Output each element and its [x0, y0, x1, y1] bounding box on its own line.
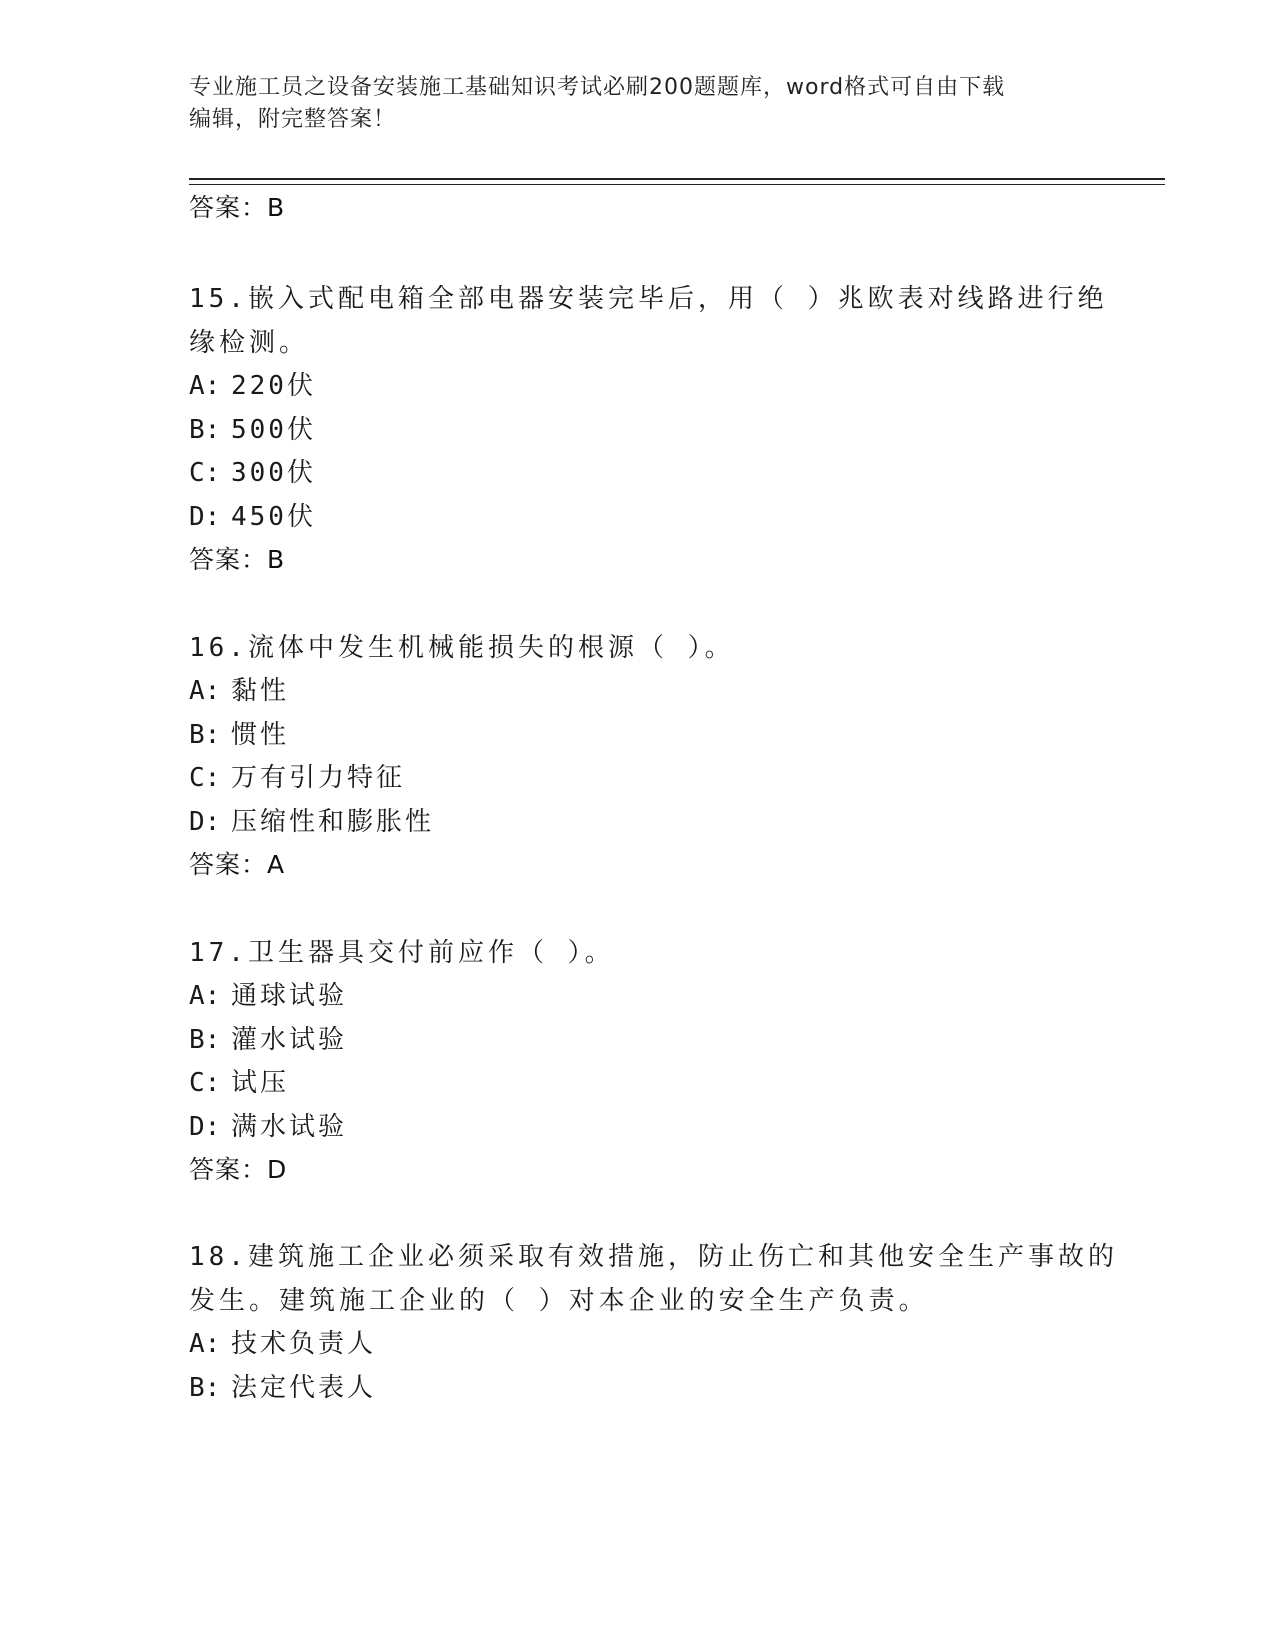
q16-option-d	[189, 805, 434, 839]
option-text: 试压	[231, 1068, 290, 1098]
previous-answer: 答案：B	[189, 193, 286, 222]
option-key: A:	[189, 371, 221, 401]
q17-option-c	[189, 1066, 289, 1100]
q15-option-c	[189, 456, 316, 490]
option-key: B:	[189, 720, 221, 750]
option-text: 压缩性和膨胀性	[231, 807, 435, 837]
option-key: A:	[189, 676, 221, 706]
header-rule-thin	[189, 184, 1165, 185]
option-text: 450伏	[231, 502, 316, 532]
q15-text-line-1: 15.嵌入式配电箱全部电器安装完毕后，用（ ）兆欧表对线路进行绝	[189, 284, 1108, 314]
q17-option-b	[189, 1023, 347, 1057]
option-key: D:	[189, 807, 221, 837]
q16-option-b	[189, 718, 289, 752]
q16-answer: 答案：A	[189, 850, 286, 879]
option-text: 500伏	[231, 415, 316, 445]
q18-option-b	[189, 1371, 376, 1405]
q17-text-line-1: 17.卫生器具交付前应作（ ）。	[189, 938, 615, 968]
header-rule-thick	[189, 178, 1165, 180]
option-key: B:	[189, 1025, 221, 1055]
q17-answer: 答案：D	[189, 1155, 288, 1184]
option-key: C:	[189, 1068, 221, 1098]
q15-option-b	[189, 413, 316, 447]
option-text: 通球试验	[231, 981, 348, 1011]
option-key: A:	[189, 981, 221, 1011]
q15-option-d	[189, 500, 316, 534]
header-line-2: 编辑，附完整答案！	[189, 107, 397, 132]
q18-text-line-2: 发生。建筑施工企业的（ ）对本企业的安全生产负责。	[189, 1286, 929, 1316]
q17-option-d	[189, 1110, 347, 1144]
q17-option-a	[189, 979, 347, 1013]
q16-text-line-1: 16.流体中发生机械能损失的根源（ ）。	[189, 633, 735, 663]
q16-option-a	[189, 674, 289, 708]
option-text: 220伏	[231, 371, 316, 401]
page-header	[189, 72, 1069, 136]
option-text: 满水试验	[231, 1112, 348, 1142]
option-key: C:	[189, 763, 221, 793]
q15-option-a	[189, 369, 316, 403]
option-text: 300伏	[231, 458, 316, 488]
q16-option-c	[189, 761, 405, 795]
option-text: 技术负责人	[231, 1329, 377, 1359]
option-key: D:	[189, 1112, 221, 1142]
header-line-1: 专业施工员之设备安装施工基础知识考试必刷200题题库，word格式可自由下载	[189, 75, 1006, 100]
q18-option-a	[189, 1327, 376, 1361]
q18-text-line-1: 18.建筑施工企业必须采取有效措施，防止伤亡和其他安全生产事故的	[189, 1242, 1118, 1272]
q15-text-line-2: 缘检测。	[189, 328, 310, 358]
option-text: 惯性	[231, 720, 290, 750]
q15-answer: 答案：B	[189, 545, 286, 574]
option-text: 万有引力特征	[231, 763, 406, 793]
option-key: A:	[189, 1329, 221, 1359]
option-key: C:	[189, 458, 221, 488]
option-text: 黏性	[231, 676, 290, 706]
option-key: D:	[189, 502, 221, 532]
option-key: B:	[189, 415, 221, 445]
option-text: 灌水试验	[231, 1025, 348, 1055]
option-text: 法定代表人	[231, 1373, 377, 1403]
option-key: B:	[189, 1373, 221, 1403]
